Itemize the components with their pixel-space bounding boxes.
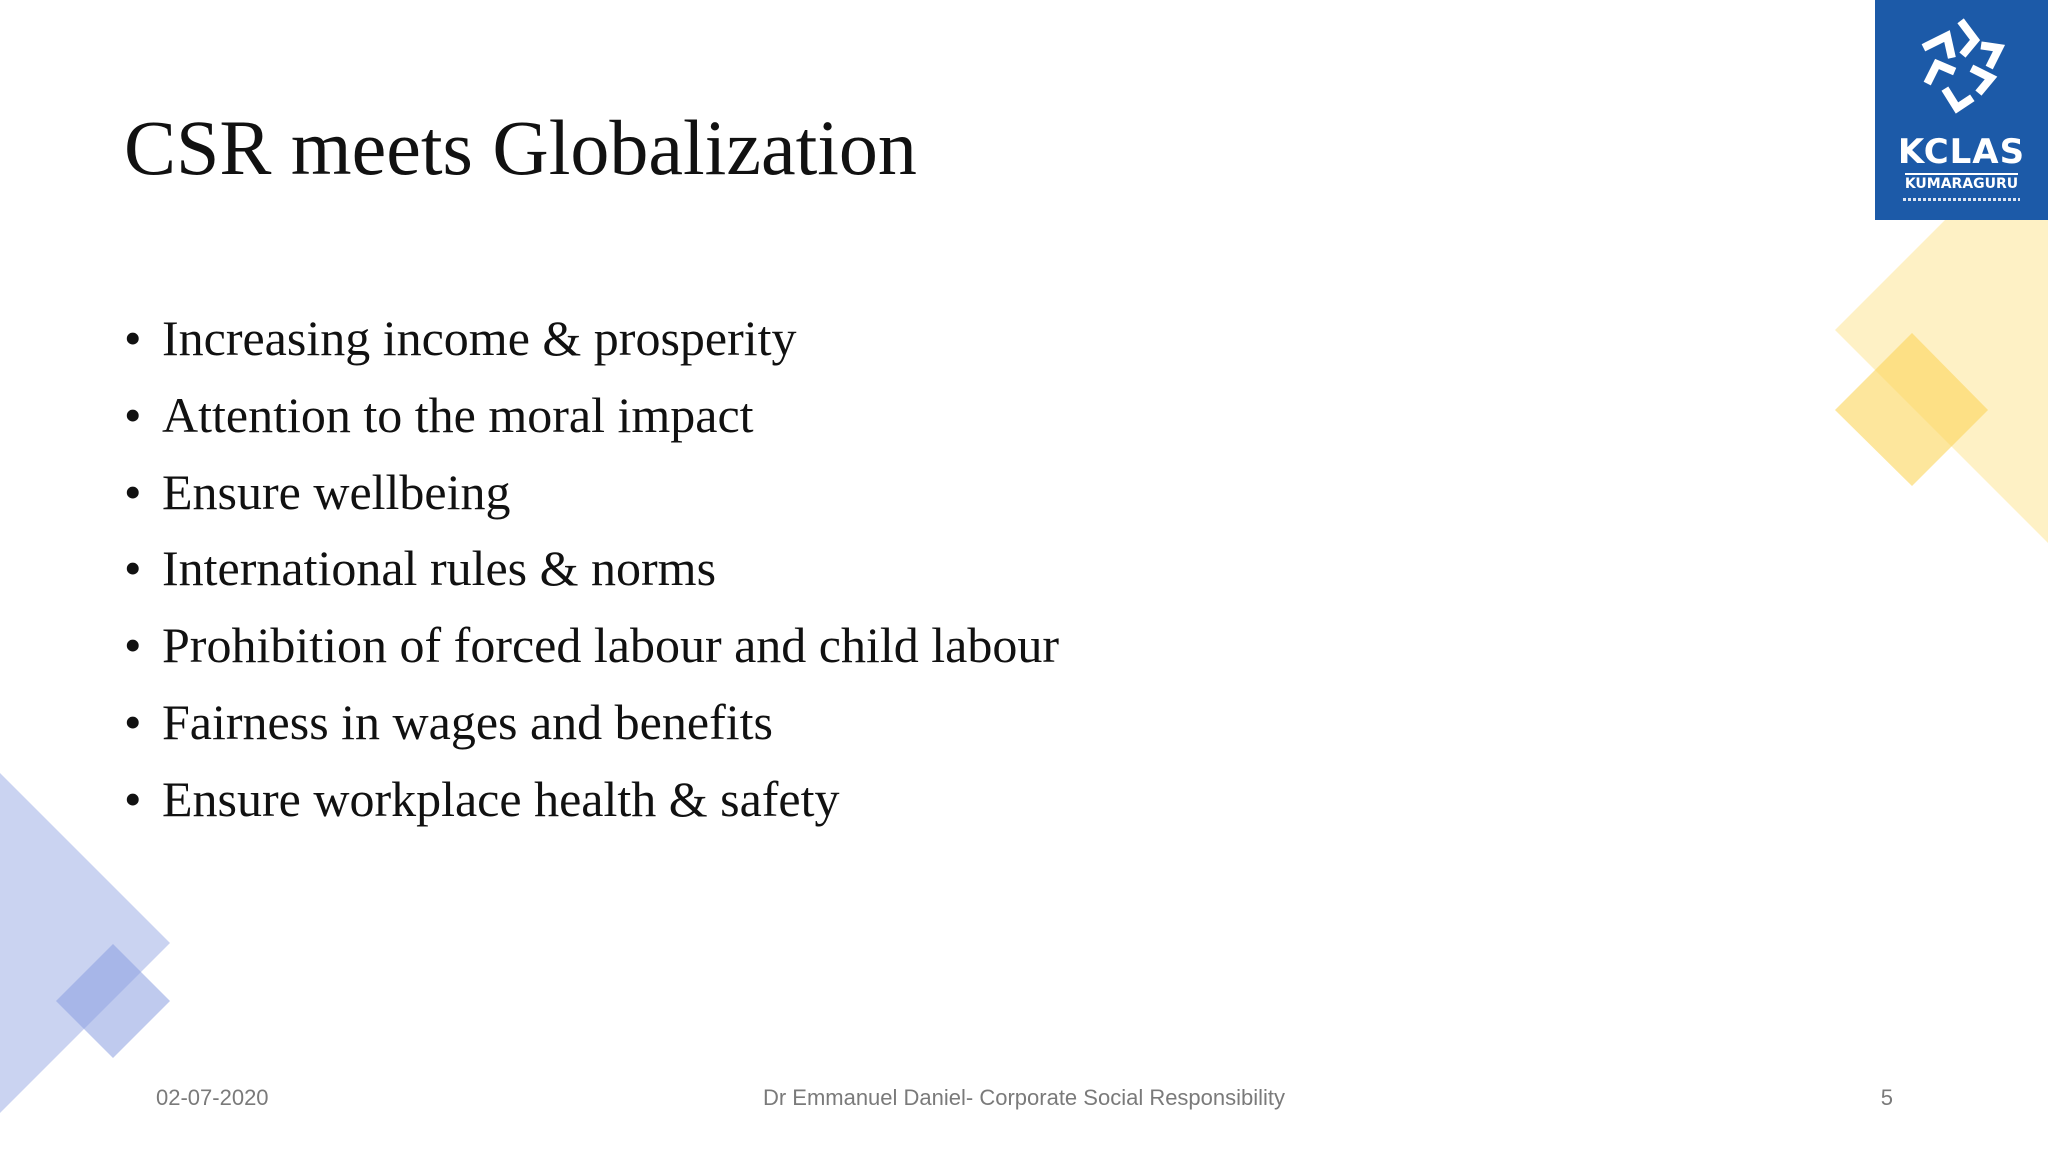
logo-fine-print — [1903, 198, 2020, 201]
bullet-marker: • — [124, 693, 142, 750]
bullet-text: Attention to the moral impact — [162, 386, 754, 443]
bullet-item — [124, 607, 1059, 684]
bullet-text: Ensure workplace health & safety — [162, 770, 840, 827]
bullet-text: International rules & norms — [162, 540, 717, 597]
bullet-text: Ensure wellbeing — [162, 463, 511, 520]
bullet-item — [124, 684, 1059, 761]
footer-date: 02-07-2020 — [156, 1085, 269, 1110]
footer-title: Dr Emmanuel Daniel- Corporate Social Responsibility — [762, 1085, 1286, 1110]
bullet-item — [124, 761, 1059, 838]
bullet-marker: • — [124, 617, 142, 674]
slide-title: CSR meets Globalization — [124, 104, 917, 191]
bullet-marker: • — [124, 770, 142, 827]
bullet-item — [124, 530, 1059, 607]
bullet-item — [124, 377, 1059, 454]
bullet-marker: • — [124, 386, 142, 443]
bullet-marker: • — [124, 310, 142, 366]
bullet-text: Prohibition of forced labour and child labour — [162, 617, 1059, 674]
bullet-item — [124, 454, 1059, 531]
bullet-marker: • — [124, 540, 142, 597]
logo-divider — [1905, 173, 2018, 175]
kclas-logo — [1875, 0, 2048, 220]
bullet-list — [124, 300, 1059, 838]
bullet-text: Increasing income & prosperity — [162, 310, 797, 366]
logo-name: KCLAS — [1897, 132, 2026, 172]
bullet-marker: • — [124, 463, 142, 520]
bullet-item — [124, 300, 1059, 377]
bullet-text: Fairness in wages and benefits — [162, 693, 773, 750]
slide-number: 5 — [1880, 1085, 1893, 1110]
logo-subtitle: KUMARAGURU — [1904, 176, 2019, 192]
kclas-emblem-icon — [1917, 18, 2007, 128]
